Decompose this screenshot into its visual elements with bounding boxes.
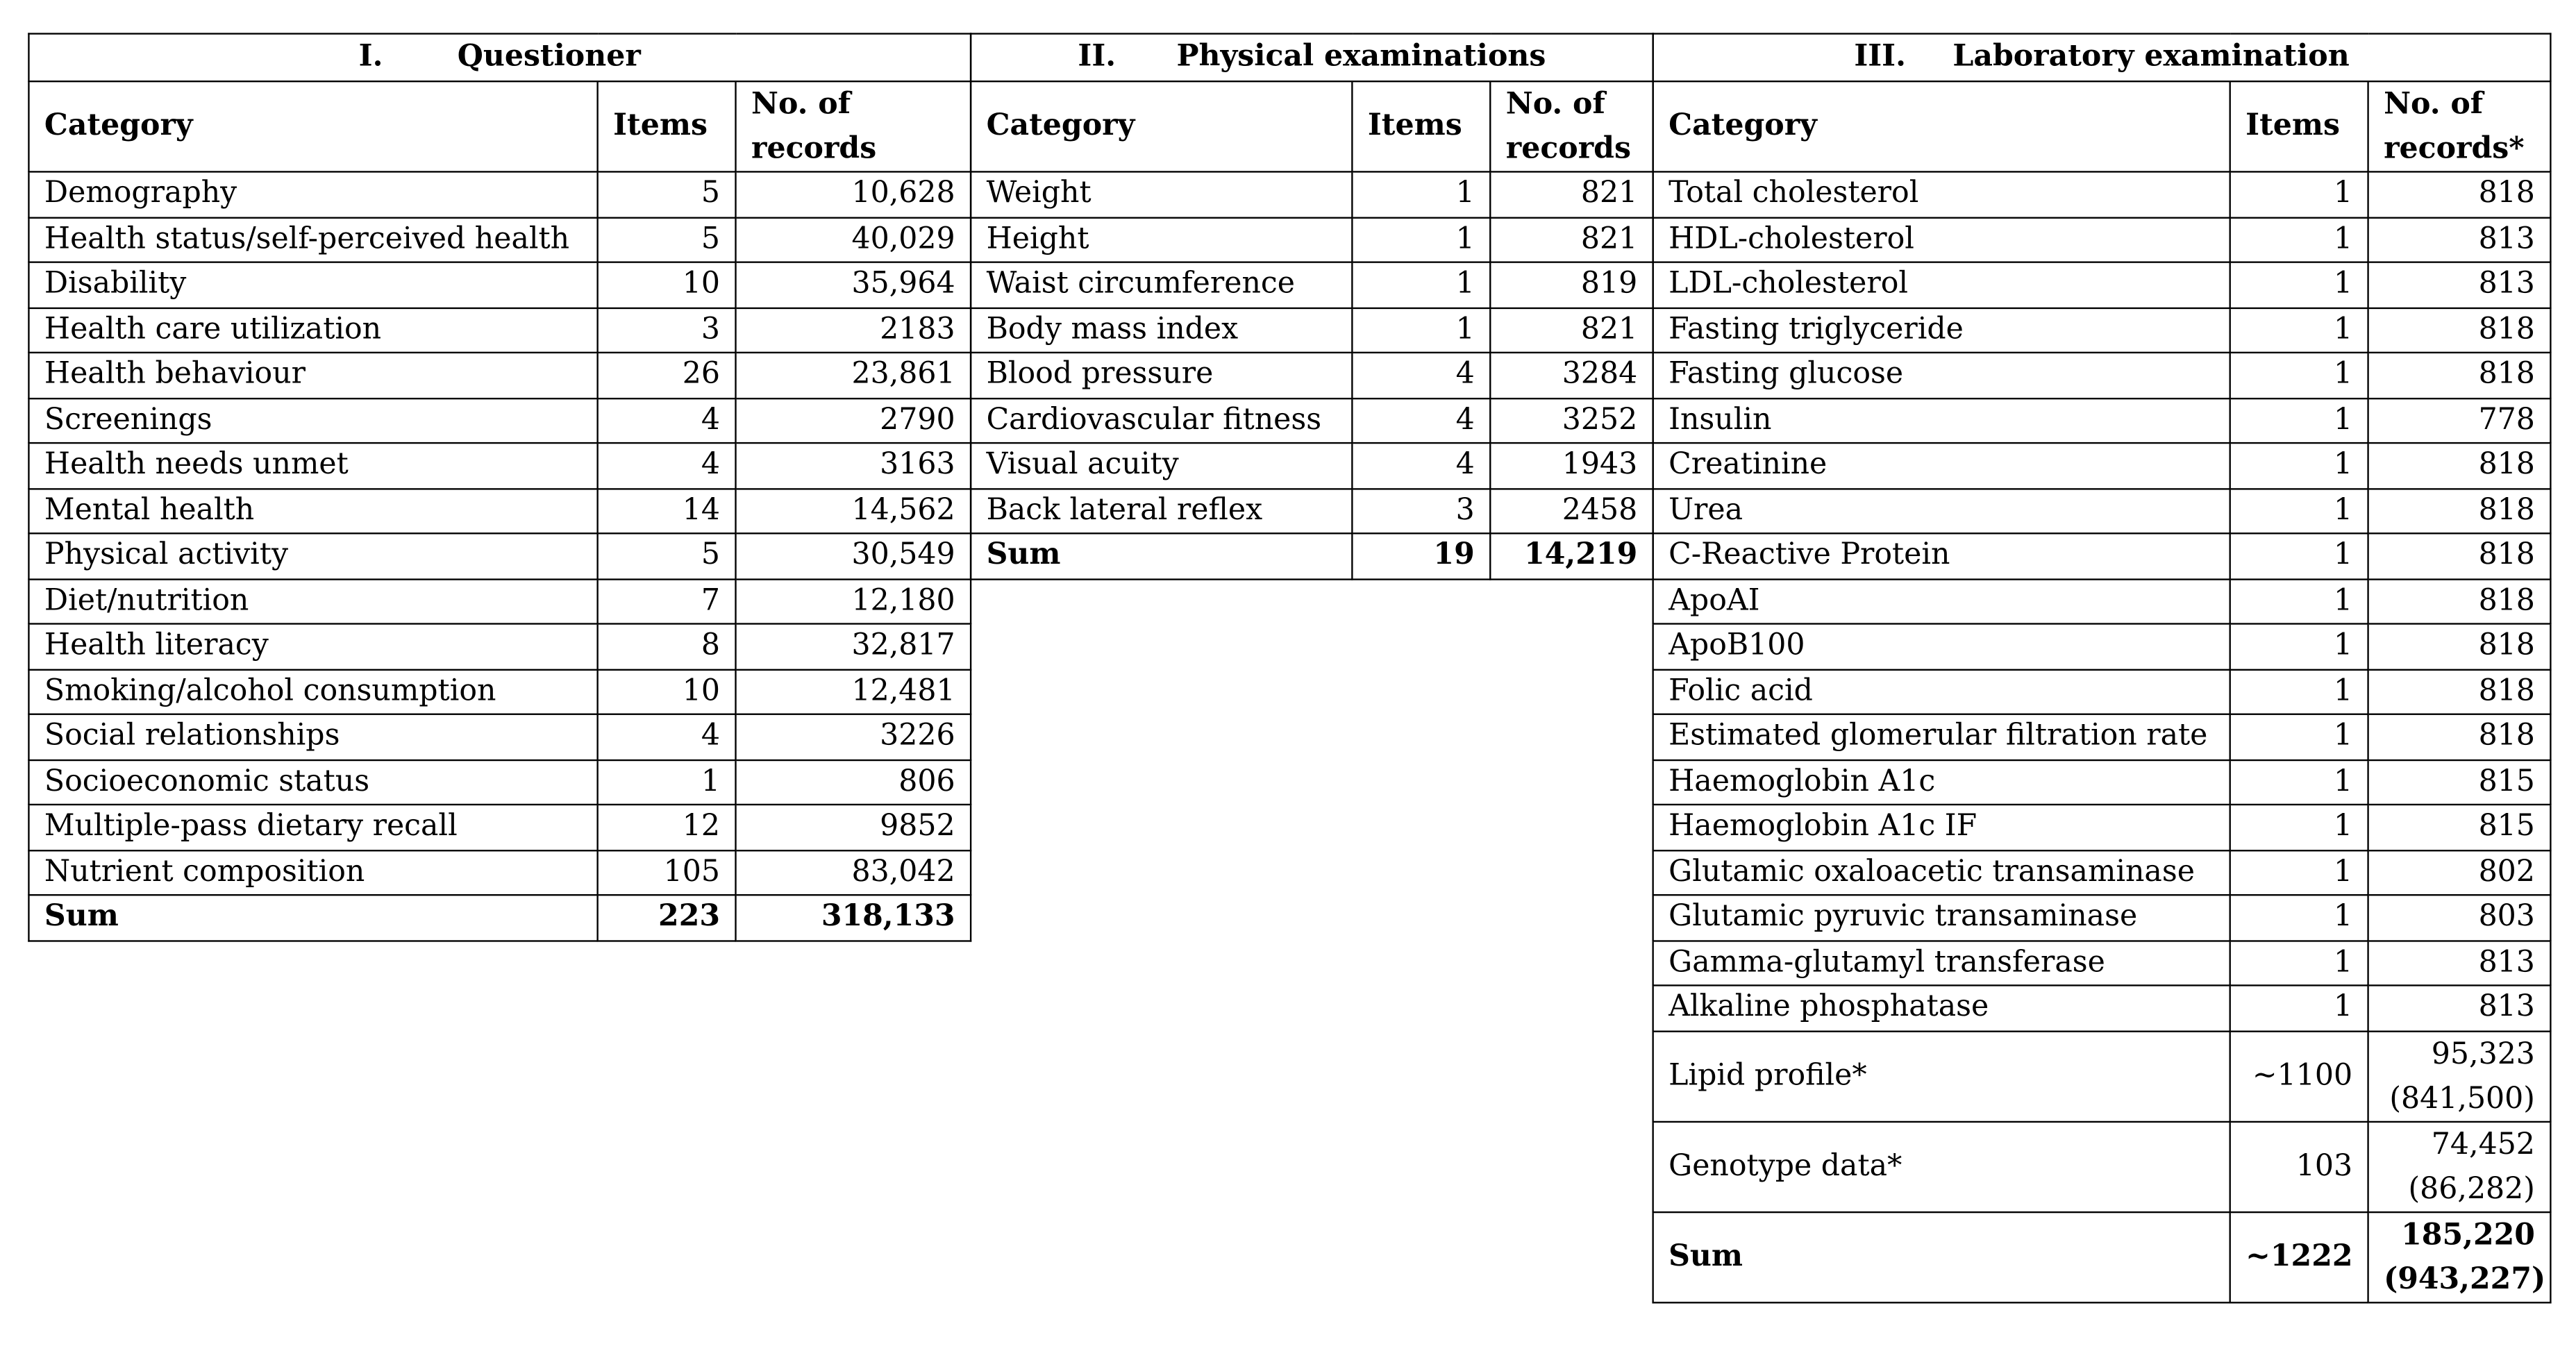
cell-records: 32,817	[736, 624, 971, 669]
cell-category: Lipid profile*	[1653, 1031, 2230, 1121]
table-row	[1653, 533, 2551, 578]
cell-items: 1	[2230, 262, 2368, 308]
cell-category: Genotype data*	[1653, 1121, 2230, 1211]
questioner-table	[28, 33, 971, 941]
cell-category: Total cholesterol	[1653, 171, 2230, 217]
cell-category: Weight	[971, 171, 1352, 217]
sum-items: 19	[1352, 533, 1490, 578]
cell-category: Body mass index	[971, 308, 1352, 353]
cell-items: 4	[1352, 398, 1490, 443]
cell-items: 103	[2230, 1121, 2368, 1211]
table-row	[28, 624, 971, 669]
cell-category: LDL-cholesterol	[1653, 262, 2230, 308]
table-row	[971, 488, 1653, 533]
table-row	[1653, 985, 2551, 1030]
table-row	[28, 488, 971, 533]
cell-records: 815	[2368, 759, 2551, 805]
cell-records: 818	[2368, 714, 2551, 759]
section-number: I.	[358, 40, 383, 75]
cell-category: Urea	[1653, 488, 2230, 533]
cell-records: 10,628	[736, 171, 971, 217]
cell-records: 813	[2368, 940, 2551, 985]
table-row	[28, 262, 971, 308]
cell-category: Smoking/alcohol consumption	[28, 669, 597, 714]
table-row	[971, 443, 1653, 488]
cell-items: 1	[2230, 759, 2368, 805]
table-row	[28, 217, 971, 262]
cell-category: Cardiovascular fitness	[971, 398, 1352, 443]
cell-items: 3	[1352, 488, 1490, 533]
table-row	[28, 533, 971, 578]
cell-records: 819	[1490, 262, 1653, 308]
cell-records: 12,180	[736, 578, 971, 623]
cell-category: Health literacy	[28, 624, 597, 669]
cell-records-secondary: (841,500)	[2389, 1080, 2535, 1116]
sum-records: 318,133	[736, 895, 971, 940]
cell-items: 5	[598, 533, 736, 578]
cell-items: 1	[2230, 488, 2368, 533]
table-row	[971, 353, 1653, 398]
column-header-records: No. of records	[736, 81, 971, 171]
cell-items: 1	[2230, 171, 2368, 217]
cell-category: Back lateral reflex	[971, 488, 1352, 533]
cell-items: 1	[2230, 398, 2368, 443]
cell-items: 1	[2230, 895, 2368, 940]
cell-items: 12	[598, 805, 736, 850]
cell-items: 10	[598, 669, 736, 714]
cell-records: 40,029	[736, 217, 971, 262]
cell-category: Gamma-glutamyl transferase	[1653, 940, 2230, 985]
cell-records: 803	[2368, 895, 2551, 940]
sum-records-secondary: (943,227)	[2384, 1261, 2546, 1296]
table-row	[1653, 940, 2551, 985]
cell-category: Social relationships	[28, 714, 597, 759]
cell-items: 1	[2230, 217, 2368, 262]
cell-records: 818	[2368, 669, 2551, 714]
section-number: II.	[1078, 40, 1116, 75]
cell-records: 815	[2368, 805, 2551, 850]
cell-category: Health needs unmet	[28, 443, 597, 488]
sum-row	[28, 895, 971, 940]
column-header-category: Category	[971, 81, 1352, 171]
table-row	[28, 578, 971, 623]
cell-category: Blood pressure	[971, 353, 1352, 398]
table-row	[1653, 805, 2551, 850]
cell-items: 1	[598, 759, 736, 805]
cell-records: 12,481	[736, 669, 971, 714]
table-row	[28, 850, 971, 895]
table-row	[28, 171, 971, 217]
table-row	[1653, 171, 2551, 217]
sum-items: 223	[598, 895, 736, 940]
cell-records: 778	[2368, 398, 2551, 443]
cell-category: Creatinine	[1653, 443, 2230, 488]
cell-items: 10	[598, 262, 736, 308]
cell-category: Mental health	[28, 488, 597, 533]
table-body	[971, 171, 1653, 533]
section-title: Questioner	[457, 40, 641, 75]
cell-category: Haemoglobin A1c	[1653, 759, 2230, 805]
cell-category: Screenings	[28, 398, 597, 443]
sum-label: Sum	[1653, 1211, 2230, 1302]
cell-records: 9852	[736, 805, 971, 850]
physical-examinations-table	[970, 33, 1654, 579]
section-header	[1653, 34, 2551, 82]
cell-records-primary: 74,452	[2431, 1127, 2535, 1161]
cell-records	[2368, 1121, 2551, 1211]
cell-category: ApoAI	[1653, 578, 2230, 623]
cell-category: Glutamic pyruvic transaminase	[1653, 895, 2230, 940]
cell-category: Glutamic oxaloacetic transaminase	[1653, 850, 2230, 895]
cell-records-primary: 95,323	[2431, 1036, 2535, 1071]
cell-category: Diet/nutrition	[28, 578, 597, 623]
table-row	[1653, 398, 2551, 443]
table-row	[28, 759, 971, 805]
cell-category: Visual acuity	[971, 443, 1352, 488]
table-row	[1653, 262, 2551, 308]
cell-records: 2790	[736, 398, 971, 443]
sum-row	[971, 533, 1653, 578]
cell-items: 1	[1352, 262, 1490, 308]
table-row	[1653, 759, 2551, 805]
cell-category: C-Reactive Protein	[1653, 533, 2230, 578]
cell-records: 3252	[1490, 398, 1653, 443]
cell-records: 35,964	[736, 262, 971, 308]
cell-items: 8	[598, 624, 736, 669]
table-row	[1653, 1121, 2551, 1211]
table-row	[28, 669, 971, 714]
cell-records: 1943	[1490, 443, 1653, 488]
table-row	[28, 714, 971, 759]
section-number: III.	[1854, 40, 1906, 75]
table-row	[28, 805, 971, 850]
cell-items: 1	[2230, 850, 2368, 895]
table-row	[1653, 1031, 2551, 1121]
table-row	[1653, 353, 2551, 398]
table-row	[28, 443, 971, 488]
table-row	[28, 308, 971, 353]
sum-records: 14,219	[1490, 533, 1653, 578]
cell-records: 3226	[736, 714, 971, 759]
cell-items: 5	[598, 217, 736, 262]
table-row	[971, 217, 1653, 262]
cell-items: 4	[1352, 353, 1490, 398]
cell-category: Haemoglobin A1c IF	[1653, 805, 2230, 850]
section-header	[971, 34, 1653, 82]
cell-records: 14,562	[736, 488, 971, 533]
cell-items: 3	[598, 308, 736, 353]
cell-items: 1	[2230, 940, 2368, 985]
cell-records: 821	[1490, 217, 1653, 262]
table-body-tall-rows	[1653, 1031, 2551, 1211]
cell-items: 1	[2230, 443, 2368, 488]
cell-category: Estimated glomerular filtration rate	[1653, 714, 2230, 759]
cell-items: 7	[598, 578, 736, 623]
cell-items: 5	[598, 171, 736, 217]
cell-category: Nutrient composition	[28, 850, 597, 895]
cell-records: 818	[2368, 578, 2551, 623]
cell-category: Health care utilization	[28, 308, 597, 353]
table-body	[1653, 171, 2551, 1030]
cell-records: 3163	[736, 443, 971, 488]
column-header-category: Category	[1653, 81, 2230, 171]
cell-items: 4	[1352, 443, 1490, 488]
cell-records: 30,549	[736, 533, 971, 578]
sum-row	[1653, 1211, 2551, 1302]
table-row	[971, 308, 1653, 353]
table-row	[971, 262, 1653, 308]
section-title: Laboratory examination	[1952, 40, 2350, 75]
table-row	[1653, 895, 2551, 940]
cell-category: Health status/self-perceived health	[28, 217, 597, 262]
cell-items: ~1100	[2230, 1031, 2368, 1121]
section-header	[28, 34, 971, 82]
cell-category: Fasting glucose	[1653, 353, 2230, 398]
cell-records: 818	[2368, 443, 2551, 488]
cell-items: 1	[2230, 669, 2368, 714]
column-header-items: Items	[1352, 81, 1490, 171]
table-row	[1653, 578, 2551, 623]
cell-category: ApoB100	[1653, 624, 2230, 669]
cell-records: 821	[1490, 171, 1653, 217]
sum-label: Sum	[971, 533, 1352, 578]
cell-category: Folic acid	[1653, 669, 2230, 714]
column-header-records: No. of records*	[2368, 81, 2551, 171]
cell-records: 813	[2368, 985, 2551, 1030]
cell-records: 821	[1490, 308, 1653, 353]
cell-category: Demography	[28, 171, 597, 217]
cell-records: 818	[2368, 171, 2551, 217]
cell-records: 818	[2368, 533, 2551, 578]
cell-records: 83,042	[736, 850, 971, 895]
cell-category: Height	[971, 217, 1352, 262]
cell-items: 4	[598, 398, 736, 443]
table-row	[1653, 217, 2551, 262]
table-row	[1653, 488, 2551, 533]
table-row	[28, 398, 971, 443]
cell-items: 14	[598, 488, 736, 533]
cell-category: Physical activity	[28, 533, 597, 578]
cell-category: HDL-cholesterol	[1653, 217, 2230, 262]
cell-records: 2458	[1490, 488, 1653, 533]
cell-records: 818	[2368, 488, 2551, 533]
cell-category: Socioeconomic status	[28, 759, 597, 805]
sum-items: ~1222	[2230, 1211, 2368, 1302]
cell-records: 2183	[736, 308, 971, 353]
cell-records: 23,861	[736, 353, 971, 398]
cell-records: 806	[736, 759, 971, 805]
column-header-items: Items	[598, 81, 736, 171]
cell-records	[2368, 1031, 2551, 1121]
cell-category: Waist circumference	[971, 262, 1352, 308]
table-row	[28, 353, 971, 398]
sum-records	[2368, 1211, 2551, 1302]
cell-items: 26	[598, 353, 736, 398]
table-row	[1653, 714, 2551, 759]
cell-items: 1	[2230, 805, 2368, 850]
laboratory-examination-table	[1652, 33, 2551, 1302]
table-body	[28, 171, 971, 895]
cell-category: Fasting triglyceride	[1653, 308, 2230, 353]
table-row	[1653, 850, 2551, 895]
cell-records: 813	[2368, 217, 2551, 262]
cell-records: 813	[2368, 262, 2551, 308]
section-title: Physical examinations	[1176, 40, 1546, 75]
cell-items: 1	[2230, 533, 2368, 578]
cell-records: 3284	[1490, 353, 1653, 398]
cell-items: 1	[1352, 217, 1490, 262]
cell-items: 1	[2230, 578, 2368, 623]
sum-records-primary: 185,220	[2401, 1217, 2535, 1252]
cell-category: Multiple-pass dietary recall	[28, 805, 597, 850]
table-row	[971, 398, 1653, 443]
cell-items: 1	[2230, 714, 2368, 759]
cell-records: 818	[2368, 308, 2551, 353]
cell-items: 4	[598, 443, 736, 488]
column-header-records: No. of records	[1490, 81, 1653, 171]
cell-category: Insulin	[1653, 398, 2230, 443]
cell-category: Disability	[28, 262, 597, 308]
cell-items: 1	[2230, 985, 2368, 1030]
cell-items: 1	[2230, 353, 2368, 398]
table-row	[1653, 624, 2551, 669]
cell-category: Health behaviour	[28, 353, 597, 398]
table-row	[971, 171, 1653, 217]
table-row	[1653, 669, 2551, 714]
cell-records: 802	[2368, 850, 2551, 895]
column-header-items: Items	[2230, 81, 2368, 171]
table-row	[1653, 443, 2551, 488]
cell-category: Alkaline phosphatase	[1653, 985, 2230, 1030]
cell-items: 1	[1352, 308, 1490, 353]
cell-items: 1	[2230, 308, 2368, 353]
cell-records-secondary: (86,282)	[2408, 1170, 2535, 1206]
cell-items: 1	[1352, 171, 1490, 217]
cell-items: 105	[598, 850, 736, 895]
table-row	[1653, 308, 2551, 353]
cell-records: 818	[2368, 353, 2551, 398]
cell-items: 4	[598, 714, 736, 759]
sum-label: Sum	[28, 895, 597, 940]
cell-items: 1	[2230, 624, 2368, 669]
column-header-category: Category	[28, 81, 597, 171]
cell-records: 818	[2368, 624, 2551, 669]
